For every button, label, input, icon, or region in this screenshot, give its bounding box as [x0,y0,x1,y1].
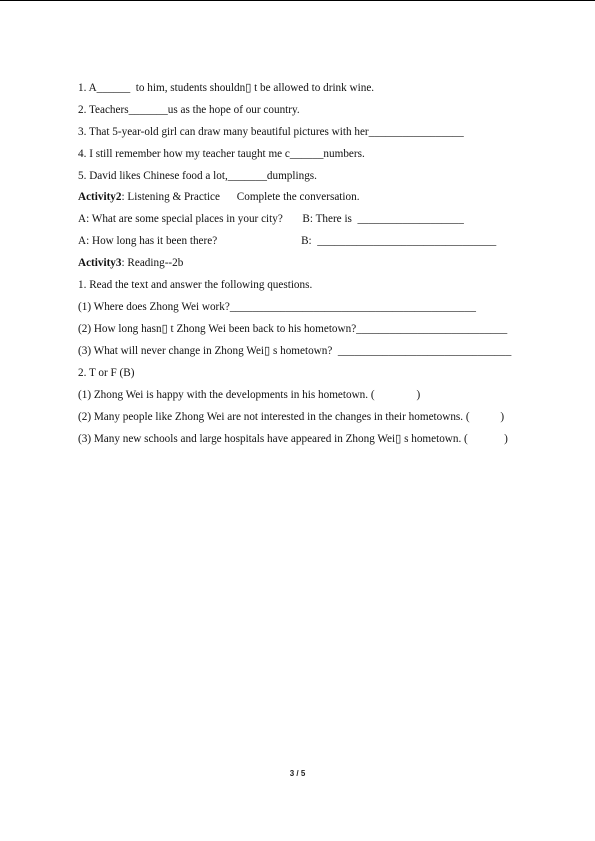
activity2-label: Activity2 [78,191,122,203]
reading-task-2-title: 2. T or F (B) [78,367,135,379]
reading-task-1-question-2: (2) How long hasn▯ t Zhong Wei been back to his hometown?___________________________ [78,323,508,335]
exercise-1-question-4: 4. I still remember how my teacher taught me c______numbers. [78,148,365,160]
exercise-1-question-3: 3. That 5-year-old girl can draw many beautiful pictures with her_________________ [78,126,464,138]
activity2-heading [78,190,360,204]
activity2-dialog-line-2: A: How long has it been there? B: ________________________________ [78,235,497,247]
page-number: 3 / 5 [289,769,306,778]
reading-task-1-title: 1. Read the text and answer the following questions. [78,279,313,291]
reading-task-1-question-1: (1) Where does Zhong Wei work?____________________________________________ [78,301,476,313]
activity2-dialog-line-1: A: What are some special places in your city? B: There is ___________________ [78,213,464,225]
reading-task-1-question-3: (3) What will never change in Zhong Wei▯ s hometown? _______________________________ [78,345,512,357]
reading-task-2-question-3: (3) Many new schools and large hospitals have appeared in Zhong Wei▯ s hometown. ( ) [78,433,508,445]
activity3-label: Activity3 [78,257,122,269]
reading-task-2-question-2: (2) Many people like Zhong Wei are not interested in the changes in their hometowns. ( ) [78,411,505,423]
activity3-heading-rest: : Reading--2b [121,257,184,269]
exercise-1-question-2: 2. Teachers_______us as the hope of our country. [78,104,300,116]
exercise-1-question-5: 5. David likes Chinese food a lot,_______dumplings. [78,170,317,182]
activity3-heading [78,256,183,270]
top-rule [0,0,595,1]
reading-task-2-question-1: (1) Zhong Wei is happy with the developments in his hometown. ( ) [78,389,421,401]
exercise-1-question-1: 1. A______ to him, students shouldn▯ t be allowed to drink wine. [78,82,375,94]
activity2-heading-rest: : Listening & Practice Complete the conversation. [121,191,360,203]
